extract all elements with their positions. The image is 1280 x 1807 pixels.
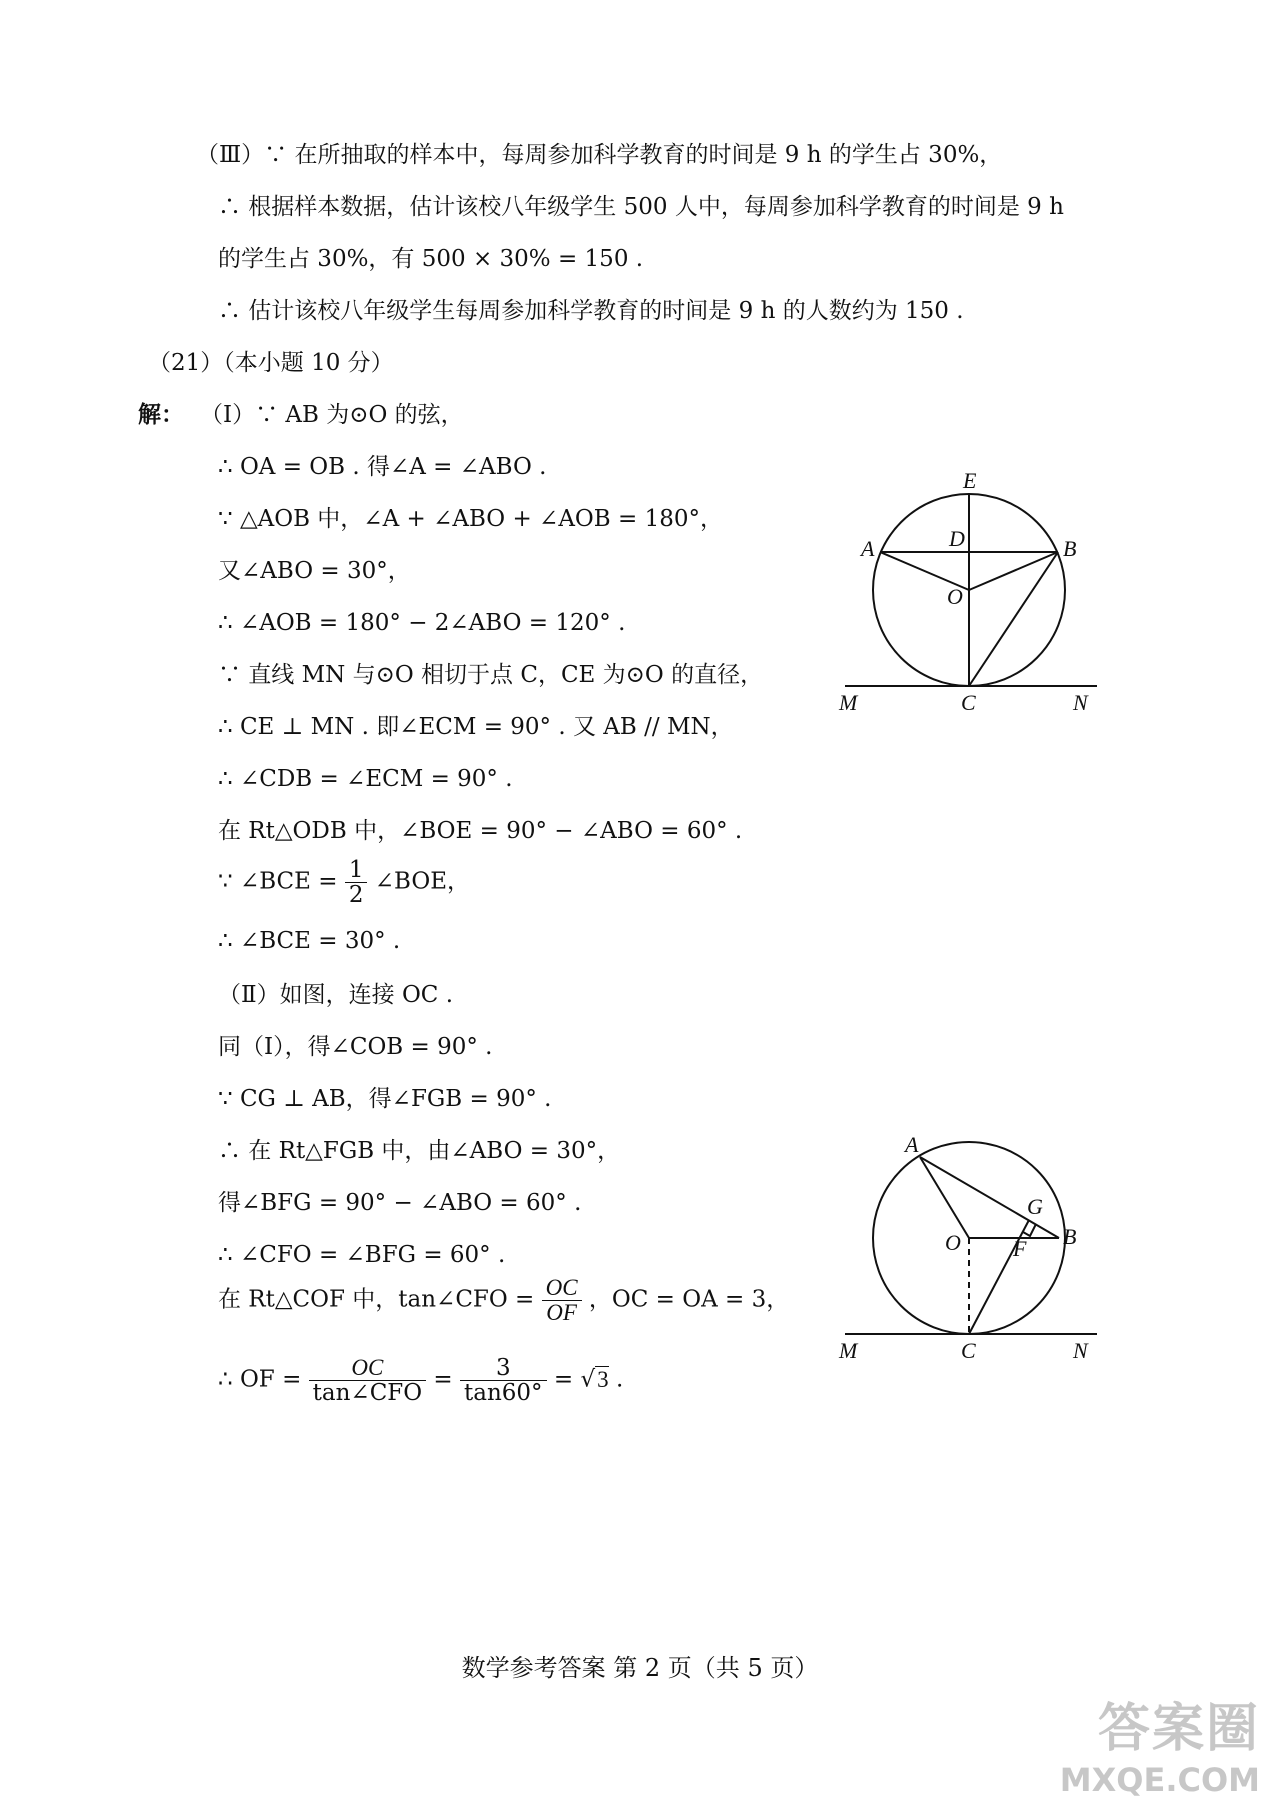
page-footer: 数学参考答案 第 2 页（共 5 页） (461, 1654, 819, 1682)
label-a: A (861, 536, 875, 561)
text-line: （Ⅰ）∵ AB 为⊙O 的弦， (200, 402, 464, 428)
text-line: 又∠ABO = 30°， (218, 558, 411, 584)
text-line: ∴ 在 Rt△FGB 中，由∠ABO = 30°， (218, 1138, 621, 1164)
label-f: F (1013, 1236, 1027, 1261)
fraction (460, 1356, 547, 1405)
text-line: ∴ 估计该校八年级学生每周参加科学教育的时间是 9 h 的人数约为 150 . (218, 298, 964, 324)
label-b: B (1063, 536, 1077, 561)
text-line: ∵ CG ⊥ AB，得∠FGB = 90° . (218, 1086, 552, 1112)
text-line: ∵ 直线 MN 与⊙O 相切于点 C，CE 为⊙O 的直径， (218, 662, 764, 688)
watermark-en: MXQE.COM (1059, 1761, 1260, 1799)
text-segment: . (615, 1366, 624, 1393)
fraction-denominator: 2 (348, 882, 364, 909)
text-segment: ∴ OF = (218, 1366, 302, 1393)
text-line-fraction (218, 1356, 623, 1405)
figure-1-circle-tangent (835, 470, 1105, 720)
text-line: ∴ ∠CDB = ∠ECM = 90° . (218, 766, 513, 792)
watermark-cn: 答案圈 (1097, 1699, 1260, 1759)
text-line: 得∠BFG = 90° − ∠ABO = 60° . (218, 1190, 582, 1216)
label-o: O (947, 584, 963, 609)
text-line: ∴ ∠CFO = ∠BFG = 60° . (218, 1242, 506, 1268)
text-line: （Ⅱ）如图，连接 OC . (218, 982, 454, 1008)
text-line: 在 Rt△ODB 中，∠BOE = 90° − ∠ABO = 60° . (218, 818, 743, 844)
label-b: B (1063, 1224, 1077, 1249)
label-o: O (945, 1230, 961, 1255)
text-line: 的学生占 30%，有 500 × 30% = 150 . (218, 246, 644, 272)
fraction-denominator: tan60° (464, 1380, 543, 1407)
fraction (542, 1276, 582, 1325)
text-line: 同（Ⅰ），得∠COB = 90° . (218, 1034, 493, 1060)
fraction-denominator: OF (546, 1300, 577, 1326)
question-heading: （21）（本小题 10 分） (148, 350, 394, 376)
sqrt-radicand: 3 (597, 1366, 609, 1392)
label-n: N (1073, 690, 1088, 715)
segment-ao (920, 1157, 969, 1238)
fraction (309, 1356, 426, 1405)
text-line: ∴ ∠BCE = 30° . (218, 928, 401, 954)
fraction-denominator: tan∠CFO (312, 1380, 423, 1407)
label-n: N (1073, 1338, 1088, 1363)
label-c: C (961, 690, 976, 715)
figure-2-circle-tangent (835, 1130, 1105, 1370)
text-line: ∴ OA = OB . 得∠A = ∠ABO . (218, 454, 547, 480)
fraction (345, 858, 368, 907)
text-segment: = (553, 1366, 574, 1393)
sqrt-sign: √ (580, 1366, 596, 1393)
segment-bc (969, 552, 1058, 686)
label-a: A (905, 1132, 919, 1157)
fraction-numerator: OC (309, 1356, 426, 1381)
watermark-logo (1060, 1686, 1260, 1799)
text-segment: ，OC = OA = 3， (588, 1286, 790, 1313)
solution-label: 解： (138, 401, 184, 428)
text-segment: ∠BOE， (374, 868, 471, 895)
text-segment: = (433, 1366, 453, 1393)
label-g: G (1027, 1194, 1043, 1219)
text-line: ∵ △AOB 中，∠A + ∠ABO + ∠AOB = 180°， (218, 506, 723, 532)
text-segment: 在 Rt△COF 中，tan∠CFO = (218, 1286, 535, 1313)
label-e: E (963, 470, 977, 493)
fraction-numerator: 1 (345, 858, 368, 883)
text-line: ∴ CE ⊥ MN . 即∠ECM = 90° . 又 AB // MN， (218, 714, 734, 740)
label-c: C (961, 1338, 976, 1363)
fraction-numerator: 3 (460, 1356, 547, 1381)
label-m: M (839, 690, 858, 715)
text-line-fraction (218, 858, 470, 907)
text-line: （Ⅲ）∵ 在所抽取的样本中，每周参加科学教育的时间是 9 h 的学生占 30%， (196, 142, 1003, 168)
text-segment: ∵ ∠BCE = (218, 868, 338, 895)
text-line: ∴ ∠AOB = 180° − 2∠ABO = 120° . (218, 610, 626, 636)
text-line: ∴ 根据样本数据，估计该校八年级学生 500 人中，每周参加科学教育的时间是 9 h (218, 194, 1064, 220)
fraction-numerator: OC (542, 1276, 582, 1301)
label-m: M (839, 1338, 858, 1363)
text-line-fraction (218, 1276, 789, 1325)
label-d: D (949, 526, 965, 551)
